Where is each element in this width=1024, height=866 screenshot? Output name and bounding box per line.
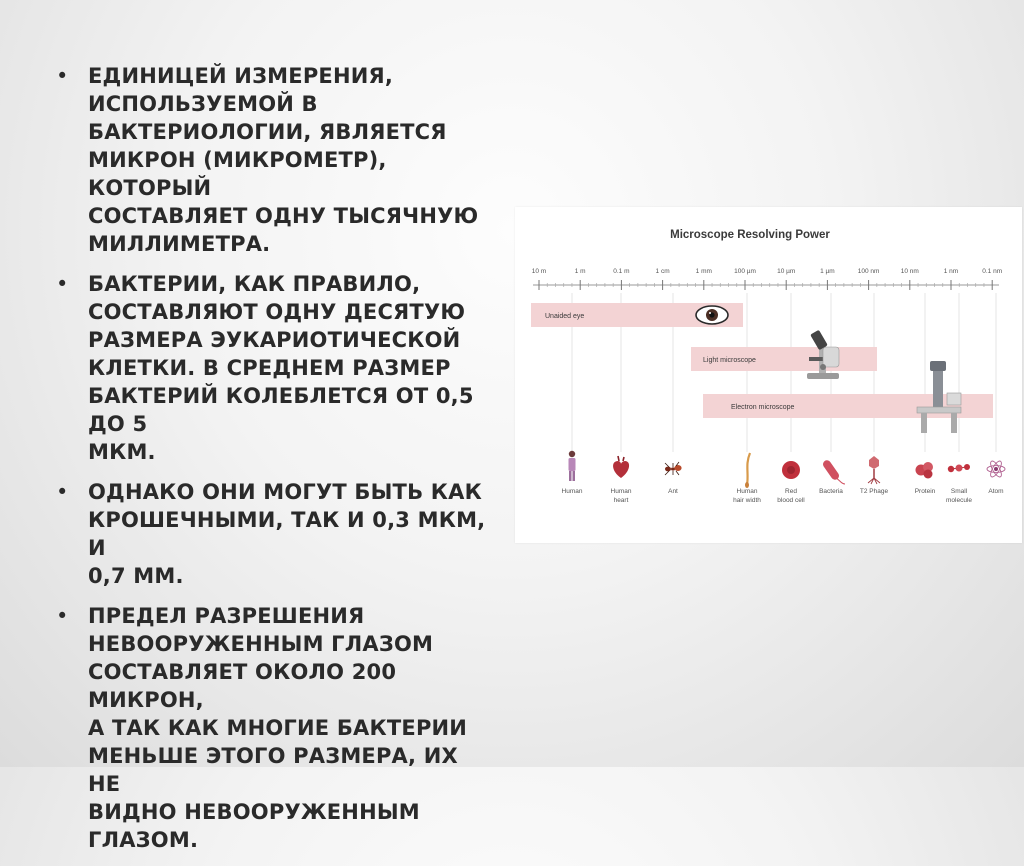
scale-label: 0.1 nm: [982, 268, 1003, 275]
object-label-line2: hair width: [733, 497, 761, 504]
human-heart-icon: [613, 456, 629, 478]
object-label: Bacteria: [819, 488, 843, 495]
bullet-marker: •: [56, 480, 69, 504]
electron-microscope-label: Electron microscope: [731, 404, 795, 411]
bullet-marker: •: [56, 272, 69, 296]
object-label: Red: [785, 488, 797, 495]
bullet-text: БАКТЕРИИ, КАК ПРАВИЛО, СОСТАВЛЯЮТ ОДНУ ДЕСЯТУЮ РАЗМЕРА ЭУКАРИОТИЧЕСКОЙ КЛЕТКИ. В СРЕДНЕМ РАЗМЕР БАКТЕРИЙ КОЛЕБЛЕТСЯ ОТ 0,5 ДО 5 МКМ.: [88, 272, 474, 464]
scale-label: 0.1 m: [613, 268, 630, 275]
object-labels: [562, 488, 1004, 504]
scale-label: 100 nm: [857, 268, 880, 275]
object-label: Ant: [668, 488, 678, 495]
bullet-marker: •: [56, 64, 69, 88]
t2-phage-icon: [868, 456, 880, 484]
scale-label: 100 µm: [734, 268, 756, 275]
figure-title: Microscope Resolving Power: [670, 229, 830, 241]
bullet-marker: •: [56, 604, 69, 628]
bullet-text: ПРЕДЕЛ РАЗРЕШЕНИЯ НЕВООРУЖЕННЫМ ГЛАЗОМ СОСТАВЛЯЕТ ОКОЛО 200 МИКРОН, А ТАК КАК МНОГИЕ БАКТЕРИИ МЕНЬШЕ ЭТОГО РАЗМЕРА, ИХ НЕ ВИДНО НЕВООРУЖЕННЫМ ГЛАЗОМ.: [88, 604, 468, 852]
hair-icon: [745, 453, 750, 488]
bacteria-icon: [821, 459, 845, 484]
light-microscope-label: Light microscope: [703, 357, 756, 364]
bullet-item: [56, 602, 496, 854]
scale-label: 10 µm: [777, 268, 796, 275]
bullet-item: [56, 62, 496, 258]
microscope-resolving-power-figure: [515, 207, 1022, 543]
scale-label: 10 m: [531, 268, 547, 275]
scale-label: 1 cm: [655, 268, 670, 275]
bullet-item: [56, 270, 496, 466]
object-label: Protein: [914, 488, 936, 495]
object-label: T2 Phage: [859, 488, 889, 495]
object-label-line2: blood cell: [777, 497, 805, 504]
unaided-eye-label: Unaided eye: [545, 313, 585, 320]
scale-label: 10 nm: [900, 268, 919, 275]
bullet-item: [56, 478, 496, 590]
object-label: Atom: [988, 488, 1004, 495]
scale-label: 1 nm: [943, 268, 959, 275]
object-label: Small: [950, 488, 968, 495]
object-label: Human: [561, 488, 583, 495]
object-label-line2: molecule: [945, 497, 973, 504]
small-molecule-icon: [948, 464, 970, 472]
object-label-line2: heart: [613, 497, 629, 504]
object-label: Human: [610, 488, 632, 495]
bullet-list: [56, 62, 496, 866]
protein-icon: [916, 462, 934, 479]
scale-label: 1 m: [574, 268, 586, 275]
scale-label: 1 mm: [695, 268, 712, 275]
human-icon: [569, 451, 576, 481]
ant-icon: [665, 462, 682, 475]
figure-canvas: [515, 207, 1022, 543]
red-blood-cell-icon: [782, 461, 800, 479]
bullet-text: ЕДИНИЦЕЙ ИЗМЕРЕНИЯ, ИСПОЛЬЗУЕМОЙ В БАКТЕРИОЛОГИИ, ЯВЛЯЕТСЯ МИКРОН (МИКРОМЕТР), КОТОРЫЙ СОСТАВЛЯЕТ ОДНУ ТЫСЯЧНУЮ МИЛЛИМЕТРА.: [88, 64, 479, 256]
eye-icon: [696, 306, 728, 324]
atom-icon: [987, 460, 1005, 479]
bullet-text: ОДНАКО ОНИ МОГУТ БЫТЬ КАК КРОШЕЧНЫМИ, ТАК И 0,3 МКМ, И 0,7 ММ.: [88, 480, 486, 588]
object-label: Human: [736, 488, 758, 495]
scale-label: 1 µm: [820, 268, 835, 275]
scale-labels: [532, 268, 1002, 275]
